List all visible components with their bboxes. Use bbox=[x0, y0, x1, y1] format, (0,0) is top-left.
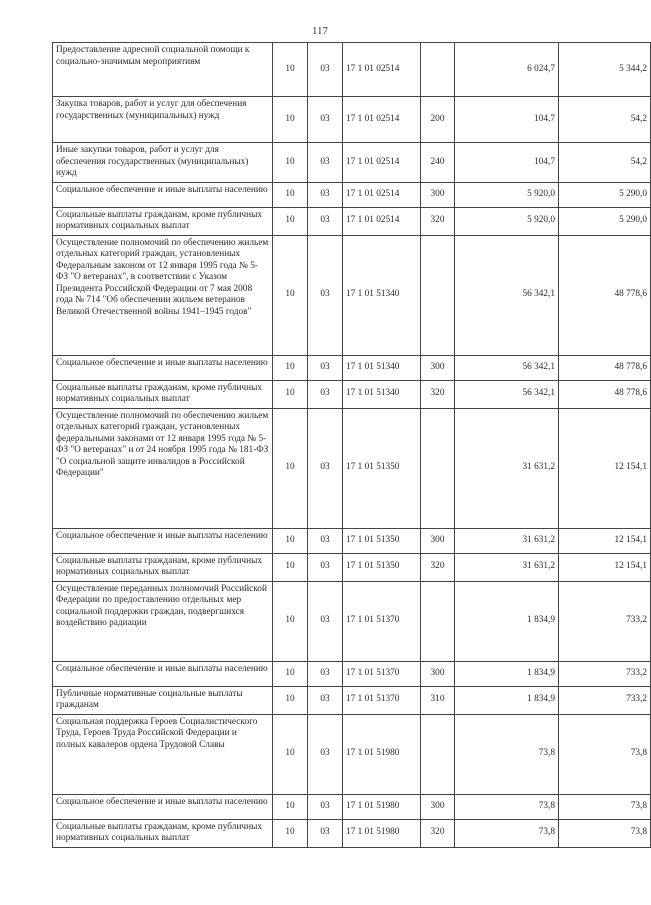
row-amount-executed: 733,2 bbox=[559, 581, 651, 661]
row-amount-executed: 73,8 bbox=[559, 794, 651, 819]
row-amount-planned: 1 834,9 bbox=[455, 581, 559, 661]
row-expense-type: 300 bbox=[421, 528, 455, 553]
row-amount-executed: 12 154,1 bbox=[559, 408, 651, 528]
row-amount-planned: 56 342,1 bbox=[455, 355, 559, 380]
row-target-code: 17 1 01 51350 bbox=[343, 528, 421, 553]
row-name: Социальное обеспечение и иные выплаты населению bbox=[53, 182, 273, 207]
row-target-code: 17 1 01 51340 bbox=[343, 355, 421, 380]
table-row bbox=[53, 43, 651, 97]
row-amount-executed: 48 778,6 bbox=[559, 380, 651, 408]
row-subsection: 03 bbox=[308, 380, 343, 408]
row-subsection: 03 bbox=[308, 686, 343, 714]
row-amount-planned: 31 631,2 bbox=[455, 528, 559, 553]
budget-table-body bbox=[53, 43, 651, 848]
row-section: 10 bbox=[273, 553, 308, 581]
row-expense-type: 300 bbox=[421, 794, 455, 819]
row-amount-planned: 31 631,2 bbox=[455, 553, 559, 581]
row-target-code: 17 1 01 02514 bbox=[343, 207, 421, 235]
row-name: Осуществление полномочий по обеспечению жильем отдельных категорий граждан, установленных Федеральным законом от 12 января 1995 года № 5-ФЗ "О ветеранах", в соответствии с Указом Президента Российской Федерации от 7 мая 2008 года № 714 "Об обеспечении жильем ветеранов Великой Отечественной войны 1941–1945 годов" bbox=[53, 235, 273, 355]
row-amount-executed: 54,2 bbox=[559, 97, 651, 143]
row-name: Социальное обеспечение и иные выплаты населению bbox=[53, 794, 273, 819]
row-amount-planned: 56 342,1 bbox=[455, 235, 559, 355]
table-row bbox=[53, 581, 651, 661]
row-amount-planned: 56 342,1 bbox=[455, 380, 559, 408]
row-section: 10 bbox=[273, 355, 308, 380]
row-section: 10 bbox=[273, 714, 308, 794]
row-name: Предоставление адресной социальной помощи к социально-значимым мероприятиям bbox=[53, 43, 273, 97]
table-row bbox=[53, 714, 651, 794]
row-target-code: 17 1 01 51980 bbox=[343, 714, 421, 794]
row-section: 10 bbox=[273, 661, 308, 686]
row-section: 10 bbox=[273, 182, 308, 207]
row-name: Публичные нормативные социальные выплаты гражданам bbox=[53, 686, 273, 714]
table-row bbox=[53, 97, 651, 143]
row-expense-type bbox=[421, 235, 455, 355]
row-section: 10 bbox=[273, 408, 308, 528]
row-amount-planned: 73,8 bbox=[455, 714, 559, 794]
row-amount-executed: 48 778,6 bbox=[559, 235, 651, 355]
row-subsection: 03 bbox=[308, 553, 343, 581]
row-subsection: 03 bbox=[308, 794, 343, 819]
row-subsection: 03 bbox=[308, 819, 343, 847]
row-section: 10 bbox=[273, 207, 308, 235]
row-amount-planned: 1 834,9 bbox=[455, 661, 559, 686]
row-expense-type: 200 bbox=[421, 97, 455, 143]
row-expense-type bbox=[421, 43, 455, 97]
row-amount-executed: 54,2 bbox=[559, 143, 651, 183]
row-expense-type: 300 bbox=[421, 355, 455, 380]
row-name: Социальная поддержка Героев Социалистического Труда, Героев Труда Российской Федерации и полных кавалеров ордена Трудовой Славы bbox=[53, 714, 273, 794]
row-amount-executed: 5 290,0 bbox=[559, 182, 651, 207]
page-number: 117 bbox=[311, 25, 329, 37]
row-section: 10 bbox=[273, 686, 308, 714]
row-target-code: 17 1 01 51980 bbox=[343, 819, 421, 847]
row-section: 10 bbox=[273, 380, 308, 408]
row-name: Социальное обеспечение и иные выплаты населению bbox=[53, 528, 273, 553]
table-row bbox=[53, 207, 651, 235]
row-amount-executed: 5 290,0 bbox=[559, 207, 651, 235]
row-subsection: 03 bbox=[308, 581, 343, 661]
table-row bbox=[53, 143, 651, 183]
row-section: 10 bbox=[273, 794, 308, 819]
row-name: Социальное обеспечение и иные выплаты населению bbox=[53, 661, 273, 686]
row-subsection: 03 bbox=[308, 528, 343, 553]
row-section: 10 bbox=[273, 819, 308, 847]
row-target-code: 17 1 01 51370 bbox=[343, 581, 421, 661]
row-amount-planned: 104,7 bbox=[455, 143, 559, 183]
table-row bbox=[53, 355, 651, 380]
row-amount-executed: 73,8 bbox=[559, 819, 651, 847]
row-target-code: 17 1 01 02514 bbox=[343, 43, 421, 97]
row-expense-type: 320 bbox=[421, 819, 455, 847]
row-name: Осуществление полномочий по обеспечению жильем отдельных категорий граждан, установленных федеральными законами от 12 января 1995 года № 5-ФЗ "О ветеранах" и от 24 ноября 1995 года № 181-ФЗ "О социальной защите инвалидов в Российской Федерации" bbox=[53, 408, 273, 528]
row-amount-executed: 73,8 bbox=[559, 714, 651, 794]
row-subsection: 03 bbox=[308, 43, 343, 97]
row-subsection: 03 bbox=[308, 143, 343, 183]
row-expense-type: 320 bbox=[421, 553, 455, 581]
row-expense-type: 320 bbox=[421, 380, 455, 408]
row-target-code: 17 1 01 51350 bbox=[343, 408, 421, 528]
row-section: 10 bbox=[273, 581, 308, 661]
row-subsection: 03 bbox=[308, 182, 343, 207]
table-row bbox=[53, 661, 651, 686]
row-target-code: 17 1 01 51340 bbox=[343, 235, 421, 355]
row-expense-type: 300 bbox=[421, 661, 455, 686]
row-amount-planned: 5 920,0 bbox=[455, 182, 559, 207]
row-target-code: 17 1 01 51350 bbox=[343, 553, 421, 581]
row-amount-executed: 5 344,2 bbox=[559, 43, 651, 97]
row-amount-planned: 6 024,7 bbox=[455, 43, 559, 97]
table-row bbox=[53, 380, 651, 408]
row-amount-planned: 31 631,2 bbox=[455, 408, 559, 528]
row-subsection: 03 bbox=[308, 714, 343, 794]
row-expense-type: 310 bbox=[421, 686, 455, 714]
row-expense-type: 300 bbox=[421, 182, 455, 207]
row-subsection: 03 bbox=[308, 207, 343, 235]
row-target-code: 17 1 01 51980 bbox=[343, 794, 421, 819]
row-amount-executed: 12 154,1 bbox=[559, 553, 651, 581]
row-subsection: 03 bbox=[308, 408, 343, 528]
row-name: Иные закупки товаров, работ и услуг для обеспечения государственных (муниципальных) нужд bbox=[53, 143, 273, 183]
row-expense-type bbox=[421, 714, 455, 794]
row-expense-type bbox=[421, 408, 455, 528]
row-amount-planned: 5 920,0 bbox=[455, 207, 559, 235]
budget-table bbox=[52, 42, 651, 848]
table-row bbox=[53, 182, 651, 207]
row-subsection: 03 bbox=[308, 661, 343, 686]
row-name: Социальные выплаты гражданам, кроме публичных нормативных социальных выплат bbox=[53, 207, 273, 235]
row-amount-planned: 104,7 bbox=[455, 97, 559, 143]
table-row bbox=[53, 235, 651, 355]
table-row bbox=[53, 408, 651, 528]
row-amount-planned: 73,8 bbox=[455, 819, 559, 847]
row-name: Социальные выплаты гражданам, кроме публичных нормативных социальных выплат bbox=[53, 380, 273, 408]
row-section: 10 bbox=[273, 97, 308, 143]
row-target-code: 17 1 01 02514 bbox=[343, 182, 421, 207]
row-amount-executed: 48 778,6 bbox=[559, 355, 651, 380]
row-target-code: 17 1 01 02514 bbox=[343, 143, 421, 183]
table-row bbox=[53, 686, 651, 714]
row-target-code: 17 1 01 51340 bbox=[343, 380, 421, 408]
row-amount-executed: 733,2 bbox=[559, 661, 651, 686]
table-row bbox=[53, 528, 651, 553]
row-subsection: 03 bbox=[308, 235, 343, 355]
table-row bbox=[53, 553, 651, 581]
row-amount-planned: 73,8 bbox=[455, 794, 559, 819]
row-name: Социальное обеспечение и иные выплаты населению bbox=[53, 355, 273, 380]
row-subsection: 03 bbox=[308, 355, 343, 380]
row-section: 10 bbox=[273, 528, 308, 553]
row-section: 10 bbox=[273, 143, 308, 183]
row-name: Социальные выплаты гражданам, кроме публичных нормативных социальных выплат bbox=[53, 819, 273, 847]
row-amount-planned: 1 834,9 bbox=[455, 686, 559, 714]
row-amount-executed: 733,2 bbox=[559, 686, 651, 714]
row-name: Закупка товаров, работ и услуг для обеспечения государственных (муниципальных) нужд bbox=[53, 97, 273, 143]
row-expense-type: 240 bbox=[421, 143, 455, 183]
table-row bbox=[53, 794, 651, 819]
row-target-code: 17 1 01 51370 bbox=[343, 686, 421, 714]
row-expense-type: 320 bbox=[421, 207, 455, 235]
table-row bbox=[53, 819, 651, 847]
row-expense-type bbox=[421, 581, 455, 661]
row-subsection: 03 bbox=[308, 97, 343, 143]
row-section: 10 bbox=[273, 43, 308, 97]
row-target-code: 17 1 01 51370 bbox=[343, 661, 421, 686]
row-name: Осуществление переданных полномочий Российской Федерации по предоставлению отдельных мер социальной поддержки граждан, подвергшихся воздействию радиации bbox=[53, 581, 273, 661]
row-name: Социальные выплаты гражданам, кроме публичных нормативных социальных выплат bbox=[53, 553, 273, 581]
row-amount-executed: 12 154,1 bbox=[559, 528, 651, 553]
row-section: 10 bbox=[273, 235, 308, 355]
row-target-code: 17 1 01 02514 bbox=[343, 97, 421, 143]
